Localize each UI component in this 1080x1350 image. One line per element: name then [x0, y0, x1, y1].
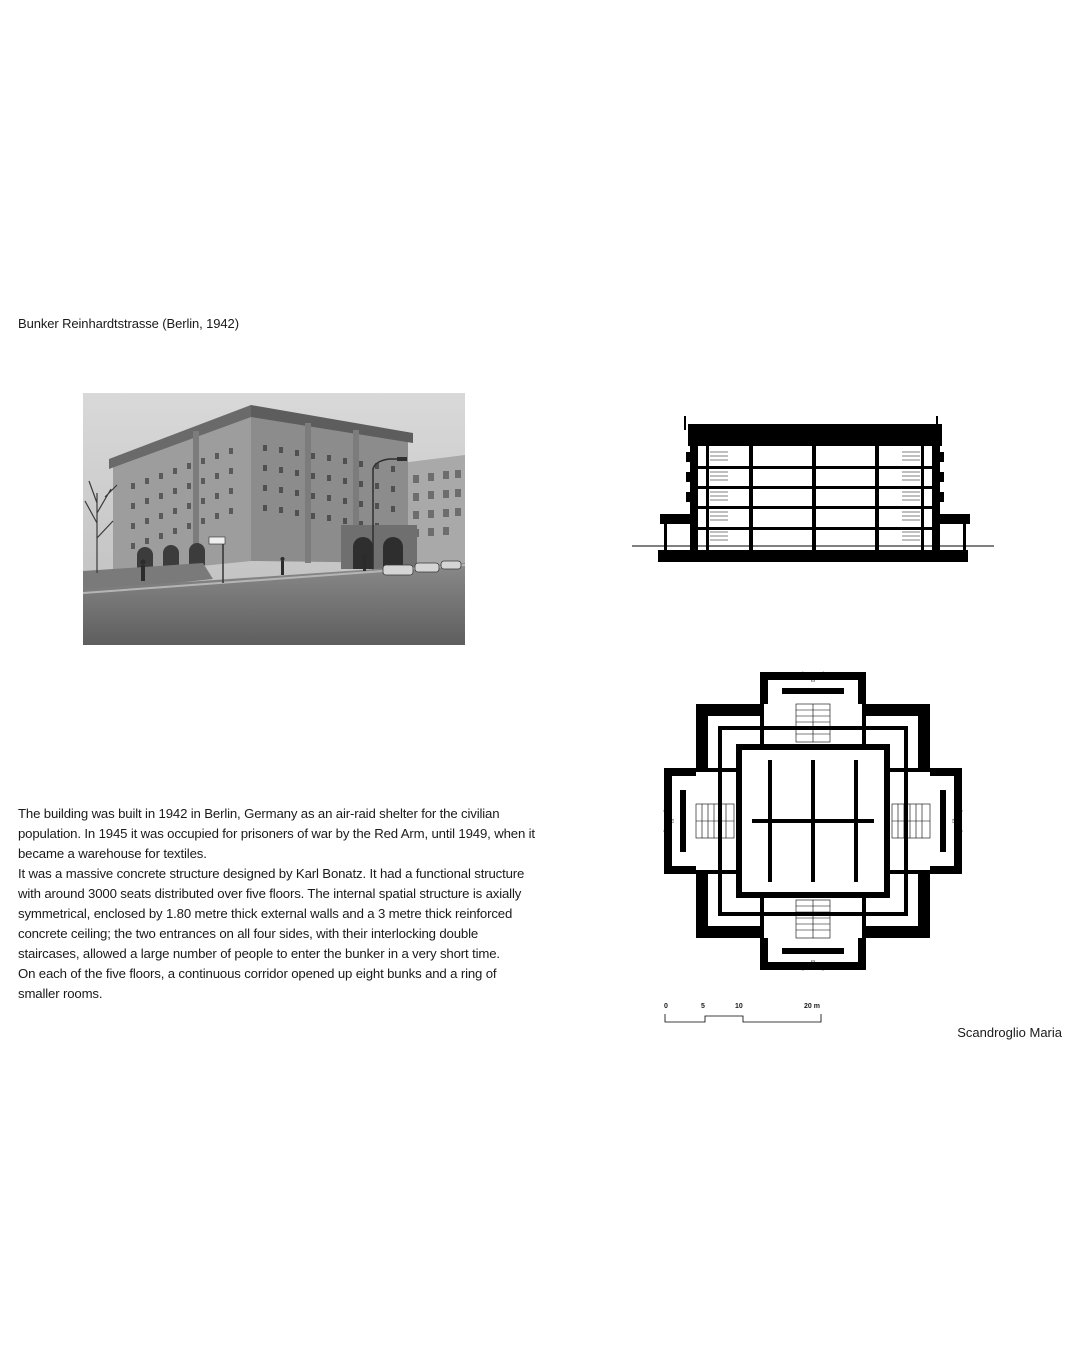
page-title: Bunker Reinhardtstrasse (Berlin, 1942)	[18, 316, 239, 331]
scale-label-10: 10	[735, 1003, 743, 1010]
scale-label-0: 0	[664, 1003, 668, 1010]
description-paragraph: It was a massive concrete structure designed by Karl Bonatz. It had a functional structure with around 3000 seats distributed over five floors. The internal spatial structure is axially symmetrical, enclosed by 1.80 metre thick external walls and a 3 metre thick reinforced concrete ceiling; the two entrances on all four sides, with their interlocking double staircases, allowed a large number of people to enter the bunker in a very short time.	[18, 866, 525, 961]
description-paragraph: The building was built in 1942 in Berlin, Germany as an air-raid shelter for the civilian population. In 1945 it was occupied for prisoners of war by the Red Arm, until 1949, when it became a warehouse for textiles.	[18, 806, 535, 861]
scale-label-5: 5	[701, 1003, 705, 1010]
description	[18, 804, 538, 1004]
scale-bar	[662, 1002, 824, 1026]
bunker-section-drawing	[630, 412, 996, 566]
bunker-floor-plan	[662, 670, 964, 972]
scale-label-20m: 20 m	[804, 1003, 820, 1010]
author-name: Scandroglio Maria	[957, 1025, 1062, 1040]
bunker-photo	[83, 393, 465, 645]
description-paragraph: On each of the five floors, a continuous corridor opened up eight bunks and a ring of smaller rooms.	[18, 966, 497, 1001]
